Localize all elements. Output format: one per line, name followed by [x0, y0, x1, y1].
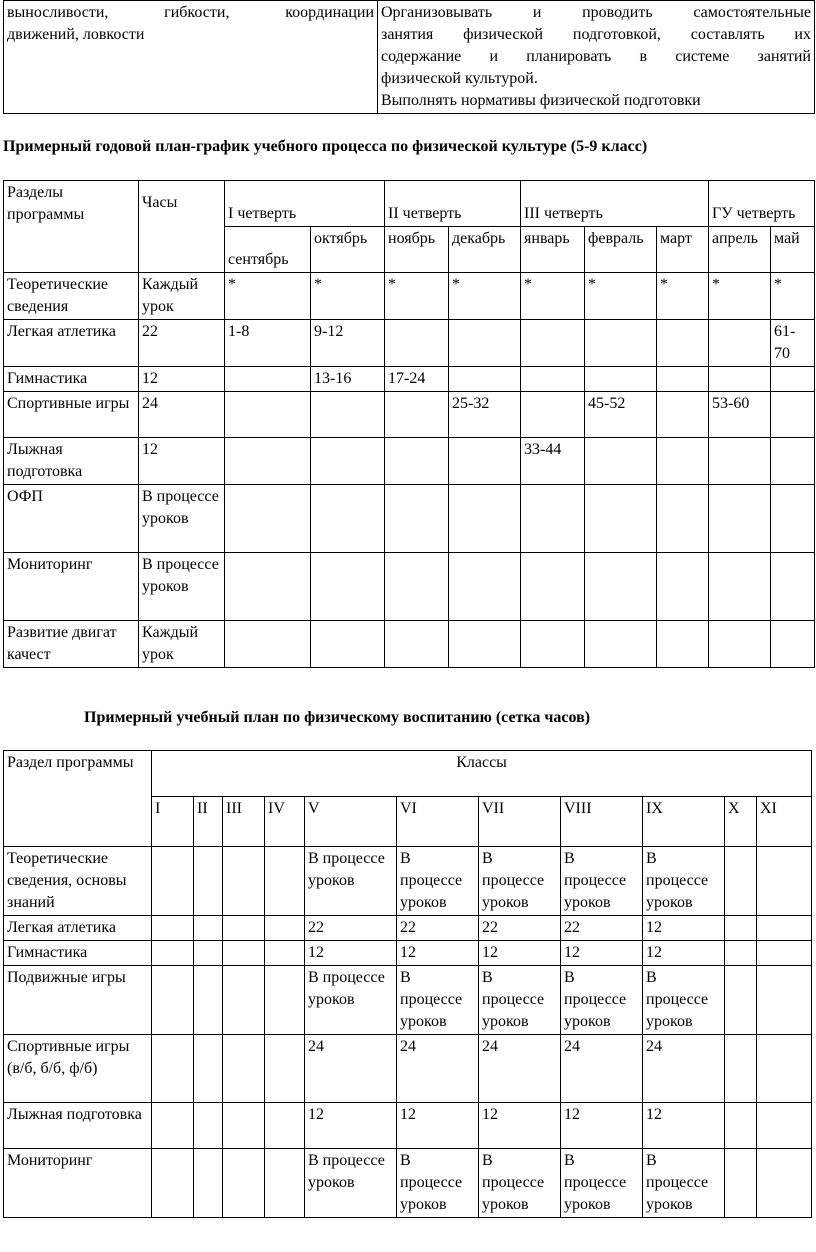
plan-cell	[449, 320, 521, 367]
plan-cell	[771, 438, 815, 485]
plan-row-hours: В процессе уроков	[139, 485, 225, 553]
grid-cell: 24	[397, 1035, 479, 1103]
grid-row	[4, 941, 812, 966]
plan-row-name: ОФП	[4, 485, 139, 553]
grid-row-name: Теоретические сведения, основы знаний	[4, 847, 152, 916]
grid-cell: 12	[643, 941, 725, 966]
plan-cell	[585, 320, 657, 367]
plan-cell	[585, 367, 657, 392]
grid-cell	[152, 1035, 194, 1103]
grid-cell	[265, 1035, 305, 1103]
grid-cell: 12	[479, 941, 561, 966]
plan-cell	[771, 621, 815, 668]
plan-cell	[585, 485, 657, 553]
plan-row	[4, 320, 815, 367]
plan-quarter-3: III четверть	[521, 181, 709, 227]
plan-cell	[225, 553, 311, 621]
grid-cell	[223, 1103, 265, 1149]
grid-cell: В процессе уроков	[643, 1149, 725, 1218]
plan-header-sections: Разделы программы	[4, 181, 139, 273]
grid-cell	[194, 847, 223, 916]
plan-cell	[449, 367, 521, 392]
plan-cell	[225, 438, 311, 485]
grid-cell	[265, 847, 305, 916]
plan-month: ноябрь	[385, 227, 449, 273]
grid-cell: В процессе уроков	[305, 847, 397, 916]
grid-cell	[265, 916, 305, 941]
grid-class-header: IX	[643, 797, 725, 847]
grid-cell	[223, 1149, 265, 1218]
grid-cell: В процессе уроков	[397, 966, 479, 1035]
competency-left-cell	[4, 1, 378, 114]
plan-month: октябрь	[311, 227, 385, 273]
plan-month: декабрь	[449, 227, 521, 273]
grid-cell: 24	[479, 1035, 561, 1103]
plan-cell	[385, 553, 449, 621]
grid-cell: В процессе уроков	[397, 847, 479, 916]
competency-right-line: содержание и планировать в системе занятий	[381, 48, 811, 65]
competency-left-line1: выносливости, гибкости, координации	[7, 4, 374, 21]
plan-cell	[225, 367, 311, 392]
plan-cell	[385, 392, 449, 438]
grid-body	[4, 847, 812, 1218]
grid-cell	[725, 916, 757, 941]
competency-table	[3, 0, 815, 114]
grid-row	[4, 1035, 812, 1103]
grid-cell	[265, 1103, 305, 1149]
plan-row	[4, 392, 815, 438]
plan-body	[4, 273, 815, 668]
grid-header-section: Раздел программы	[4, 751, 152, 847]
grid-cell	[223, 1035, 265, 1103]
plan-row-hours: 12	[139, 367, 225, 392]
plan-cell	[521, 320, 585, 367]
grid-class-header: III	[223, 797, 265, 847]
grid-class-header: I	[152, 797, 194, 847]
grid-cell: 22	[479, 916, 561, 941]
grid-cell: 22	[561, 916, 643, 941]
plan-cell	[521, 553, 585, 621]
grid-row-name: Гимнастика	[4, 941, 152, 966]
plan-row-name: Мониторинг	[4, 553, 139, 621]
grid-cell	[757, 1103, 812, 1149]
grid-cell: 12	[561, 1103, 643, 1149]
grid-row-name: Легкая атлетика	[4, 916, 152, 941]
plan-quarter-4: ГУ четверть	[709, 181, 815, 227]
competency-right-cell	[378, 1, 815, 114]
plan-row	[4, 553, 815, 621]
grid-cell	[725, 941, 757, 966]
grid-cell	[725, 1149, 757, 1218]
grid-cell	[757, 1149, 812, 1218]
plan-row-hours: 12	[139, 438, 225, 485]
grid-cell: 22	[397, 916, 479, 941]
plan-cell	[709, 320, 771, 367]
grid-cell	[152, 941, 194, 966]
grid-row-name: Лыжная подготовка	[4, 1103, 152, 1149]
plan-cell	[385, 485, 449, 553]
plan-cell	[449, 485, 521, 553]
grid-cell	[757, 966, 812, 1035]
plan-row	[4, 621, 815, 668]
grid-cell: 12	[479, 1103, 561, 1149]
hours-grid-table	[3, 750, 812, 1218]
plan-row-name: Спортивные игры	[4, 392, 139, 438]
grid-cell: В процессе уроков	[397, 1149, 479, 1218]
grid-row	[4, 1103, 812, 1149]
plan-row-hours: В процессе уроков	[139, 553, 225, 621]
competency-right-line: занятия физической подготовкой, составлять их	[381, 26, 811, 43]
plan-quarter-2: II четверть	[385, 181, 521, 227]
plan-cell	[521, 485, 585, 553]
plan-cell: 13-16	[311, 367, 385, 392]
plan-cell: *	[521, 273, 585, 320]
grid-cell	[757, 1035, 812, 1103]
grid-cell	[152, 966, 194, 1035]
grid-class-header: XI	[757, 797, 812, 847]
grid-class-header: VIII	[561, 797, 643, 847]
grid-cell	[265, 941, 305, 966]
grid-cell	[265, 966, 305, 1035]
plan-cell	[771, 392, 815, 438]
grid-cell: В процессе уроков	[305, 966, 397, 1035]
grid-cell: 24	[643, 1035, 725, 1103]
grid-cell	[725, 1103, 757, 1149]
plan-row-name: Развитие двигат качест	[4, 621, 139, 668]
plan-cell: *	[657, 273, 709, 320]
competency-right-line: Организовывать и проводить самостоятельные	[381, 4, 811, 21]
plan-cell	[311, 438, 385, 485]
grid-cell	[194, 1035, 223, 1103]
plan-row-hours: 24	[139, 392, 225, 438]
grid-cell: В процессе уроков	[561, 847, 643, 916]
grid-cell: В процессе уроков	[479, 1149, 561, 1218]
plan-cell	[449, 438, 521, 485]
plan-cell	[657, 367, 709, 392]
grid-row-name: Подвижные игры	[4, 966, 152, 1035]
plan-row-name: Лыжная подготовка	[4, 438, 139, 485]
plan-cell	[311, 553, 385, 621]
grid-cell: В процессе уроков	[643, 966, 725, 1035]
plan-cell: *	[771, 273, 815, 320]
grid-cell: В процессе уроков	[561, 966, 643, 1035]
plan-cell	[521, 392, 585, 438]
grid-class-header: X	[725, 797, 757, 847]
plan-cell	[225, 485, 311, 553]
grid-cell: 24	[305, 1035, 397, 1103]
plan-cell: 17-24	[385, 367, 449, 392]
plan-cell	[521, 621, 585, 668]
plan-cell	[311, 392, 385, 438]
grid-header-classes: Классы	[152, 751, 812, 797]
plan-cell	[449, 553, 521, 621]
grid-cell: 12	[643, 916, 725, 941]
grid-cell: 12	[397, 1103, 479, 1149]
grid-cell	[725, 1035, 757, 1103]
plan-row	[4, 367, 815, 392]
grid-cell	[152, 1149, 194, 1218]
plan-cell	[449, 621, 521, 668]
plan-cell	[385, 438, 449, 485]
grid-cell	[194, 1149, 223, 1218]
grid-class-header: VI	[397, 797, 479, 847]
plan-cell	[709, 438, 771, 485]
annual-plan-table	[3, 180, 815, 668]
plan-month: сентябрь	[225, 227, 311, 273]
plan-cell	[385, 320, 449, 367]
competency-right-line: физической культурой.	[381, 70, 538, 87]
plan-cell: 1-8	[225, 320, 311, 367]
plan-heading: Примерный годовой план-график учебного процесса по физической культуре (5-9 класс)	[3, 138, 648, 155]
plan-cell	[709, 621, 771, 668]
plan-cell	[709, 553, 771, 621]
plan-month: апрель	[709, 227, 771, 273]
plan-row	[4, 485, 815, 553]
competency-left-line2: движений, ловкости	[7, 26, 145, 43]
plan-cell	[657, 485, 709, 553]
plan-header-hours-label: Часы	[142, 194, 178, 211]
grid-row-name: Мониторинг	[4, 1149, 152, 1218]
plan-row-hours: 22	[139, 320, 225, 367]
grid-class-header: IV	[265, 797, 305, 847]
grid-cell	[152, 847, 194, 916]
grid-cell: В процессе уроков	[643, 847, 725, 916]
grid-cell: В процессе уроков	[479, 847, 561, 916]
plan-cell	[657, 621, 709, 668]
plan-month: январь	[521, 227, 585, 273]
plan-cell: *	[709, 273, 771, 320]
grid-row	[4, 916, 812, 941]
grid-cell: 12	[561, 941, 643, 966]
grid-cell	[725, 966, 757, 1035]
grid-cell	[757, 847, 812, 916]
plan-row	[4, 273, 815, 320]
competency-right-last: Выполнять нормативы физической подготовки	[381, 92, 701, 109]
plan-cell	[657, 392, 709, 438]
plan-cell	[585, 621, 657, 668]
grid-cell	[223, 966, 265, 1035]
plan-row-name: Гимнастика	[4, 367, 139, 392]
plan-cell	[771, 553, 815, 621]
plan-cell: 25-32	[449, 392, 521, 438]
grid-cell	[152, 1103, 194, 1149]
grid-cell: 12	[643, 1103, 725, 1149]
plan-month: февраль	[585, 227, 657, 273]
plan-row-name: Теоретические сведения	[4, 273, 139, 320]
plan-cell	[225, 621, 311, 668]
grid-cell: В процессе уроков	[479, 966, 561, 1035]
grid-class-header: II	[194, 797, 223, 847]
plan-row-hours: Каждый урок	[139, 621, 225, 668]
plan-month: май	[771, 227, 815, 273]
grid-cell	[194, 941, 223, 966]
grid-cell: 22	[305, 916, 397, 941]
grid-cell	[223, 941, 265, 966]
grid-cell: 12	[305, 941, 397, 966]
grid-cell: 12	[305, 1103, 397, 1149]
plan-cell	[521, 367, 585, 392]
plan-cell: 9-12	[311, 320, 385, 367]
grid-cell	[757, 916, 812, 941]
plan-month: март	[657, 227, 709, 273]
plan-cell	[657, 320, 709, 367]
grid-row	[4, 966, 812, 1035]
grid-cell: 12	[397, 941, 479, 966]
plan-cell	[771, 485, 815, 553]
plan-cell: 45-52	[585, 392, 657, 438]
grid-cell	[223, 916, 265, 941]
grid-cell	[265, 1149, 305, 1218]
grid-cell	[194, 966, 223, 1035]
grid-cell: 24	[561, 1035, 643, 1103]
plan-cell: 33-44	[521, 438, 585, 485]
grid-class-header: V	[305, 797, 397, 847]
plan-quarter-1: I четверть	[225, 181, 385, 227]
plan-cell: *	[385, 273, 449, 320]
grid-row-name: Спортивные игры (в/б, б/б, ф/б)	[4, 1035, 152, 1103]
grid-cell	[152, 916, 194, 941]
plan-cell	[709, 485, 771, 553]
grid-cell	[194, 916, 223, 941]
plan-cell	[385, 621, 449, 668]
grid-header-row	[4, 751, 812, 797]
grid-cell	[757, 941, 812, 966]
plan-row-name: Легкая атлетика	[4, 320, 139, 367]
grid-heading: Примерный учебный план по физическому воспитанию (сетка часов)	[84, 709, 591, 726]
grid-cell: В процессе уроков	[561, 1149, 643, 1218]
grid-cell	[194, 1103, 223, 1149]
grid-row	[4, 847, 812, 916]
grid-cell: В процессе уроков	[305, 1149, 397, 1218]
grid-cell	[725, 847, 757, 916]
plan-cell: *	[585, 273, 657, 320]
grid-cell	[223, 847, 265, 916]
plan-cell	[225, 392, 311, 438]
plan-row	[4, 438, 815, 485]
plan-cell	[657, 553, 709, 621]
grid-row	[4, 1149, 812, 1218]
plan-cell: 53-60	[709, 392, 771, 438]
plan-header-row	[4, 181, 815, 227]
plan-cell: *	[449, 273, 521, 320]
plan-cell	[657, 438, 709, 485]
plan-cell: *	[225, 273, 311, 320]
plan-cell	[311, 621, 385, 668]
plan-header-hours	[139, 181, 225, 273]
plan-cell	[709, 367, 771, 392]
plan-cell	[585, 553, 657, 621]
plan-cell: *	[311, 273, 385, 320]
plan-cell	[771, 367, 815, 392]
plan-cell: 61-70	[771, 320, 815, 367]
grid-class-header: VII	[479, 797, 561, 847]
plan-cell	[311, 485, 385, 553]
plan-cell	[585, 438, 657, 485]
plan-row-hours: Каждый урок	[139, 273, 225, 320]
